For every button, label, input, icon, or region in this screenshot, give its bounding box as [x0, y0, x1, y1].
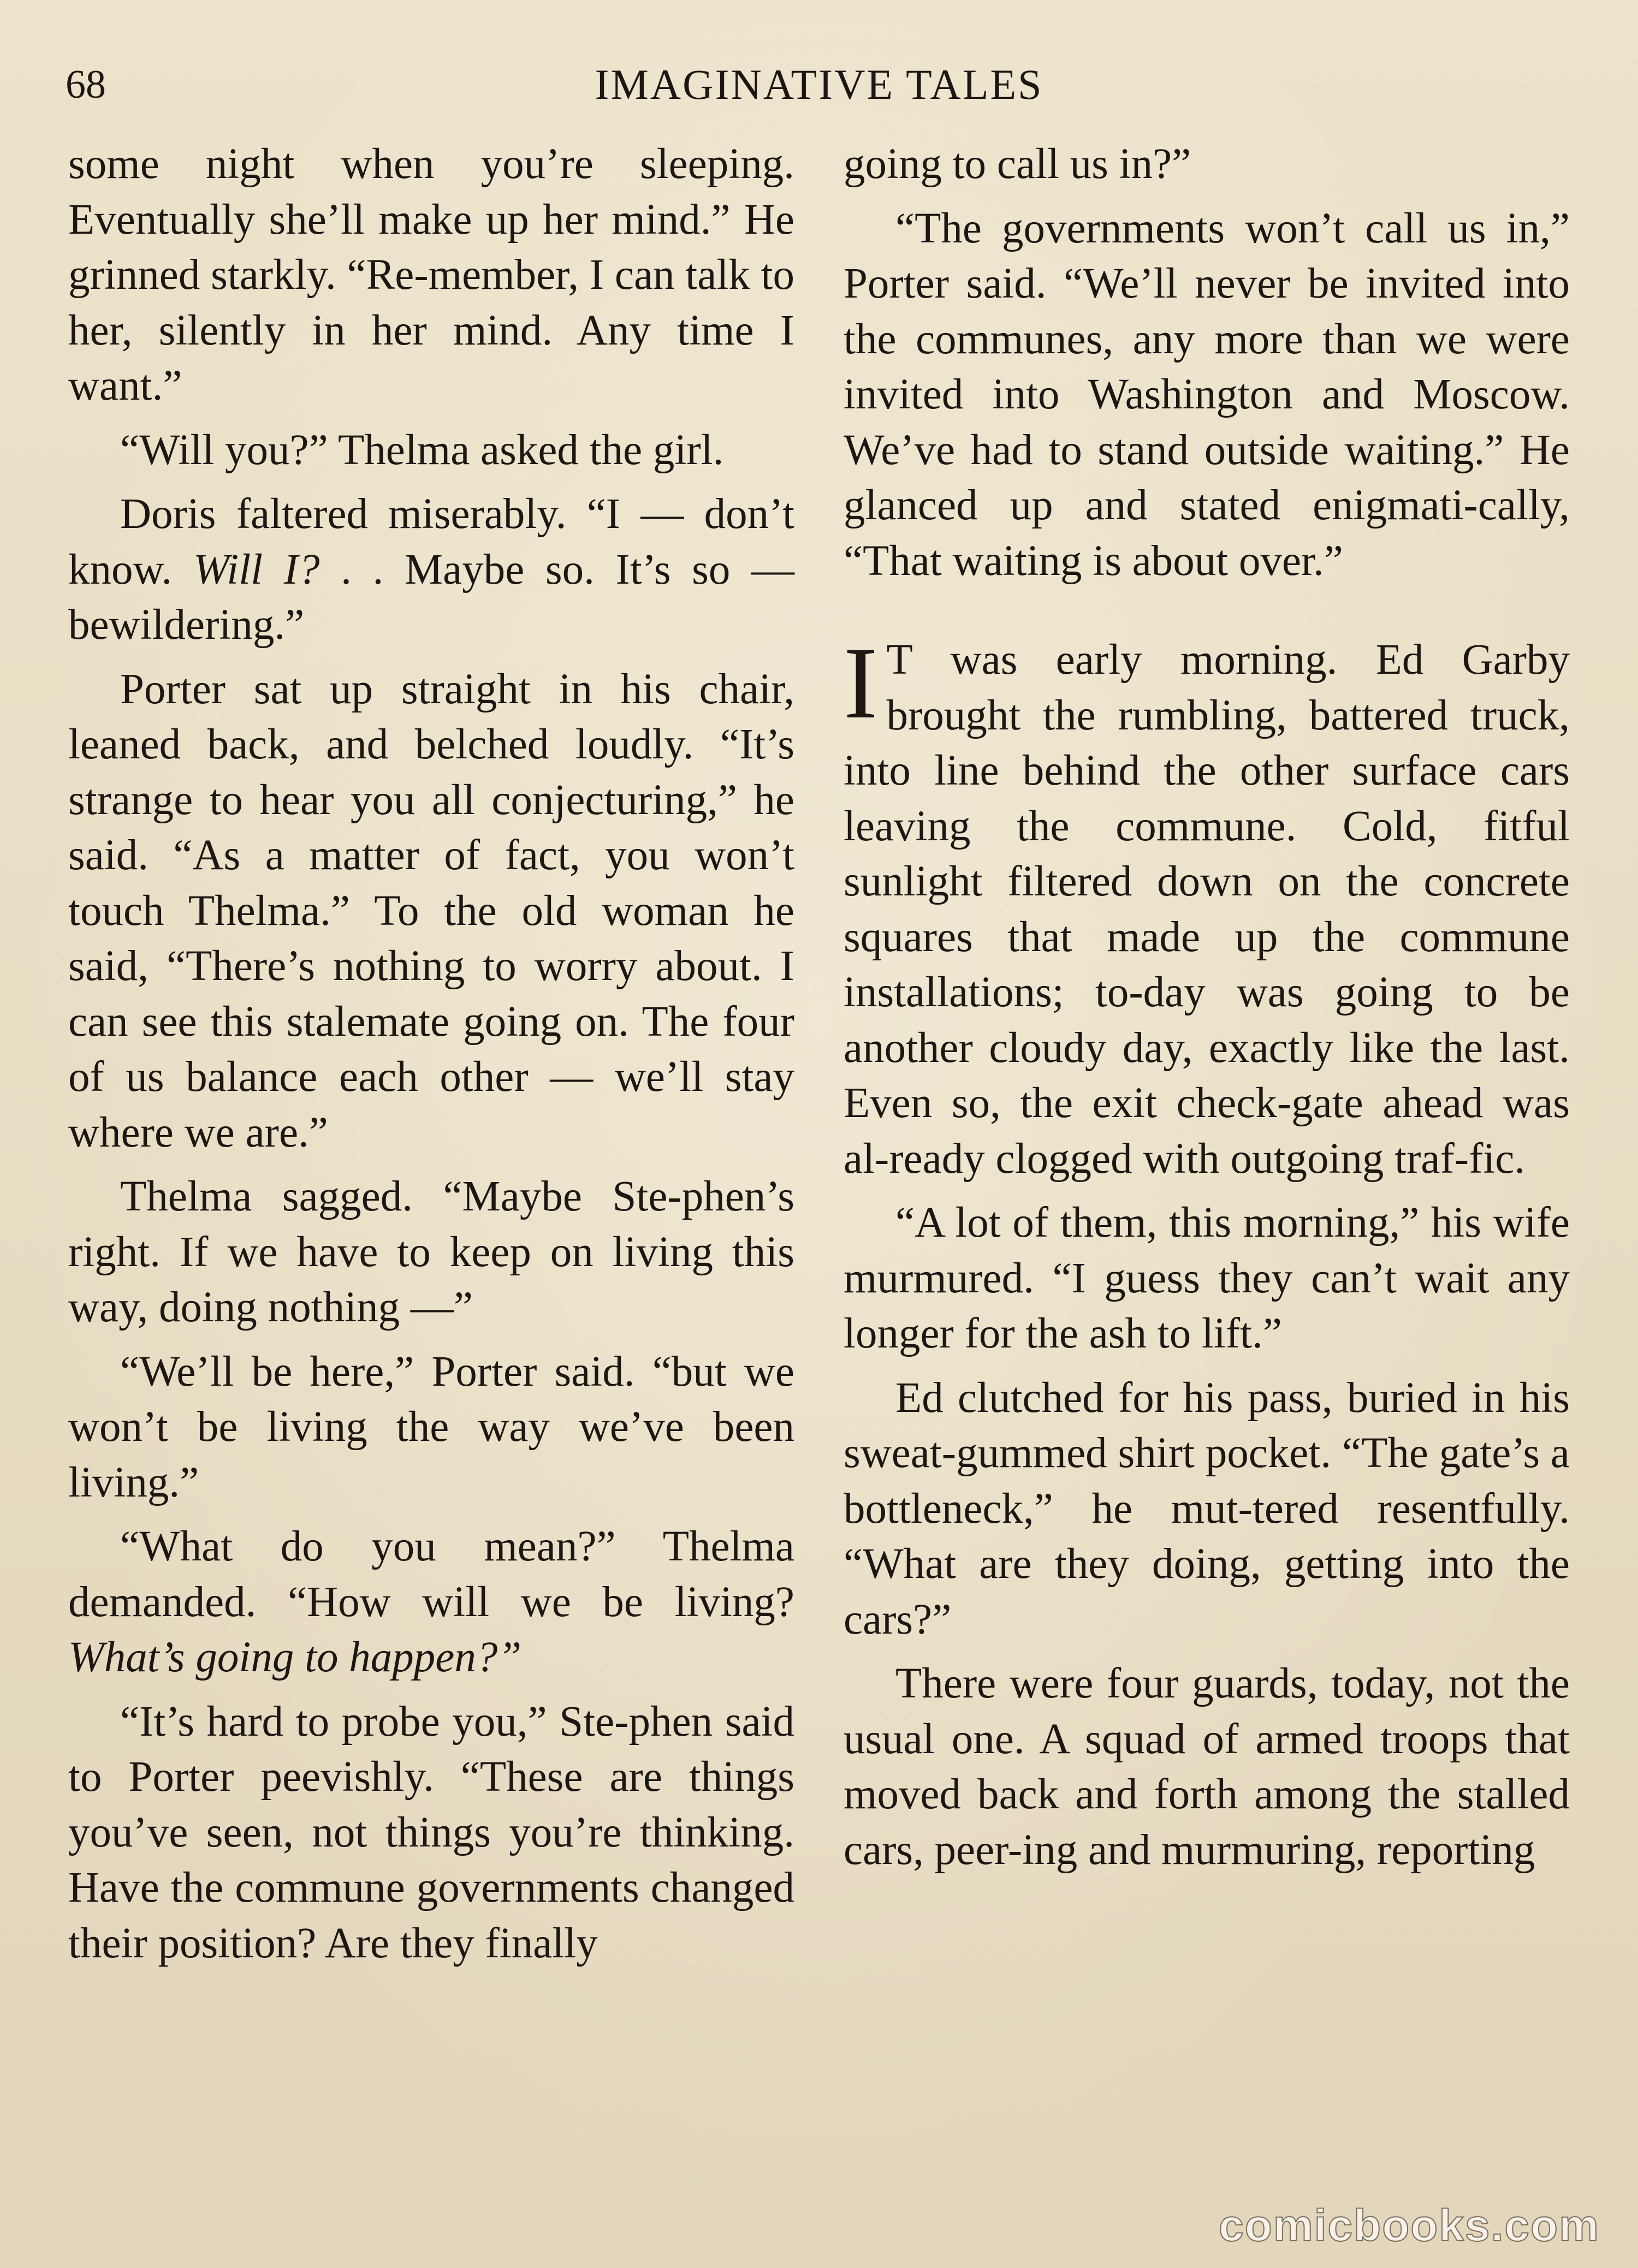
- paragraph: going to call us in?”: [844, 140, 1191, 188]
- paragraph: “A lot of them, this morning,” his wife murmured. “I guess they can’t wait any longer for the ash to lift.”: [844, 1199, 1570, 1357]
- text-run: “What do you mean?” Thelma demanded. “How will we be living?: [68, 1523, 794, 1626]
- section-opening-paragraph: [844, 626, 1570, 1186]
- italic-text: What’s going to happen?”: [68, 1634, 522, 1681]
- paragraph: Ed clutched for his pass, buried in his sweat-gummed shirt pocket. “The gate’s a bottleneck,” he mut-tered resentfully. “What are they doing, getting into the cars?”: [844, 1374, 1570, 1643]
- left-column: [68, 136, 794, 1980]
- watermark: comicbooks.com: [1219, 2201, 1600, 2251]
- paragraph: “Will you?” Thelma asked the girl.: [120, 426, 724, 474]
- paragraph: [68, 1519, 794, 1685]
- text-run: T was early morning. Ed Garby brought the rumbling, battered truck, into line behind the other surface cars leaving the commune. Cold, fitful sunlight filtered down on the concrete squares that made up the commune installations; to-day was going to be another cloudy day, exactly like the last. Even so, the exit check-gate ahead was al-ready clogged with outgoing traf-fic.: [844, 636, 1570, 1183]
- italic-text: Will I?: [193, 545, 320, 593]
- paragraph: “The governments won’t call us in,” Porter said. “We’ll never be invited into the communes, any more than we were invited into Washington and Moscow. We’ve had to stand outside waiting.” He glanced up and stated enigmati-cally, “That waiting is about over.”: [844, 204, 1570, 585]
- paragraph: some night when you’re sleeping. Eventually she’ll make up her mind.” He grinned starkly. “Re-member, I can talk to her, silently in her mind. Any time I want.”: [68, 140, 794, 409]
- paragraph: “It’s hard to probe you,” Ste-phen said to Porter peevishly. “These are things you’ve seen, not things you’re thinking. Have the commune governments changed their position? Are they finally: [68, 1697, 794, 1967]
- running-title: IMAGINATIVE TALES: [595, 61, 1043, 108]
- paragraph: “We’ll be here,” Porter said. “but we won’t be living the way we’ve been living.”: [68, 1347, 794, 1506]
- paragraph: Thelma sagged. “Maybe Ste-phen’s right. If we have to keep on living this way, doing nothing —”: [68, 1173, 794, 1331]
- page-header: [66, 55, 1572, 115]
- right-column: [844, 136, 1570, 1886]
- text-run: . . Maybe so. It’s so —bewildering.”: [68, 545, 795, 649]
- paragraph: Porter sat up straight in his chair, leaned back, and belched loudly. “It’s strange to hear you all conjecturing,” he said. “As a matter of fact, you won’t touch Thelma.” To the old woman he said, “There’s nothing to worry about. I can see this stalemate going on. The four of us balance each other — we’ll stay where we are.”: [68, 665, 794, 1156]
- paragraph: There were four guards, today, not the usual one. A squad of armed troops that moved back and forth among the stalled cars, peer-ing and murmuring, reporting: [844, 1660, 1570, 1874]
- drop-cap: I: [844, 626, 878, 740]
- page-number: 68: [66, 62, 106, 107]
- text-run: Doris faltered miserably. “I — don’t know.: [68, 490, 794, 593]
- paragraph: [68, 486, 794, 653]
